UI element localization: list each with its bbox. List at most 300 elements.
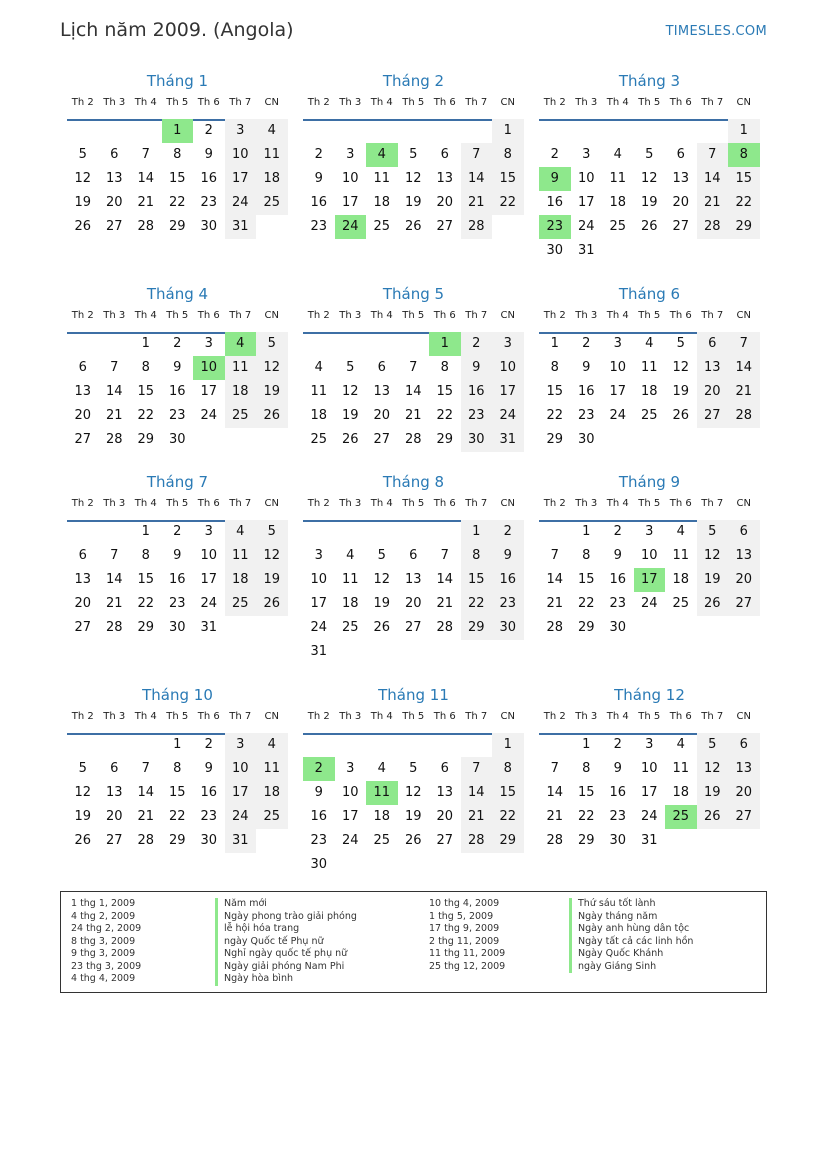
- day-cell: 17: [225, 781, 257, 805]
- day-cell: 15: [168, 171, 186, 186]
- weekday-label: Th 3: [103, 97, 126, 108]
- day-cell: 2: [204, 123, 213, 138]
- day-cell: 9: [173, 360, 182, 375]
- day-cell: 14: [137, 171, 155, 186]
- day-cell: 19: [672, 384, 690, 399]
- weekday-header: [303, 97, 524, 121]
- day-cell: 26: [373, 620, 391, 635]
- day-cell: 21: [546, 809, 564, 824]
- day-cell: 31: [640, 833, 658, 848]
- holiday-date: 8 thg 3, 2009: [71, 935, 136, 947]
- day-cell: 27: [728, 805, 760, 829]
- weekday-label: CN: [736, 97, 751, 108]
- day-cell: 6: [440, 761, 449, 776]
- weekday-label: Th 5: [638, 498, 661, 509]
- day-cell: 25: [373, 833, 391, 848]
- holiday-day-cell: 1: [429, 332, 461, 356]
- day-cell: 5: [256, 520, 288, 544]
- day-cell: 3: [613, 336, 622, 351]
- weekday-label: Th 6: [669, 97, 692, 108]
- day-cell: 20: [728, 781, 760, 805]
- day-cell: 17: [310, 596, 328, 611]
- weekday-label: Th 6: [197, 498, 220, 509]
- weekday-label: Th 3: [339, 711, 362, 722]
- day-cell: 14: [404, 384, 422, 399]
- holiday-day-cell: 4: [225, 332, 257, 356]
- day-cell: 29: [546, 432, 564, 447]
- day-cell: 20: [74, 596, 92, 611]
- day-cell: 14: [728, 356, 760, 380]
- day-cell: 8: [173, 761, 182, 776]
- weekday-label: Th 7: [465, 498, 488, 509]
- day-cell: 21: [461, 805, 493, 829]
- holiday-name: Ngày phong trào giải phóng: [215, 911, 357, 924]
- day-cell: 27: [373, 432, 391, 447]
- day-cell: 16: [168, 572, 186, 587]
- day-cell: 22: [137, 408, 155, 423]
- day-cell: 17: [200, 384, 218, 399]
- day-cell: 26: [404, 219, 422, 234]
- day-cell: 21: [546, 596, 564, 611]
- weekday-header: [539, 498, 760, 522]
- day-cell: 6: [440, 147, 449, 162]
- day-cell: 7: [550, 761, 559, 776]
- day-cell: 29: [436, 432, 454, 447]
- day-cell: 11: [310, 384, 328, 399]
- day-cell: 28: [105, 432, 123, 447]
- day-cell: 11: [256, 757, 288, 781]
- weekday-header: [67, 310, 288, 334]
- day-cell: 27: [105, 219, 123, 234]
- weekday-label: Th 5: [638, 711, 661, 722]
- day-cell: 11: [609, 171, 627, 186]
- day-cell: 7: [141, 761, 150, 776]
- day-cell: 5: [409, 761, 418, 776]
- weekday-label: Th 3: [575, 310, 598, 321]
- day-cell: 13: [697, 356, 729, 380]
- day-cell: 9: [613, 548, 622, 563]
- day-cell: 7: [461, 757, 493, 781]
- day-cell: 11: [256, 143, 288, 167]
- day-cell: 29: [137, 620, 155, 635]
- day-cell: 26: [74, 833, 92, 848]
- weekday-label: Th 6: [197, 97, 220, 108]
- day-cell: 6: [78, 548, 87, 563]
- day-cell: 25: [373, 219, 391, 234]
- holiday-date: 9 thg 3, 2009: [71, 948, 136, 959]
- day-cell: 31: [200, 620, 218, 635]
- day-cell: 30: [168, 620, 186, 635]
- month-name: Tháng 10: [142, 686, 213, 704]
- holiday-name: Ngày Quốc Khánh: [569, 948, 693, 961]
- day-cell: 3: [204, 524, 213, 539]
- day-cell: 20: [728, 568, 760, 592]
- day-cell: 29: [577, 833, 595, 848]
- day-cell: 28: [461, 215, 493, 239]
- holiday-date: 1 thg 5, 2009: [429, 910, 494, 922]
- weekday-label: Th 7: [701, 310, 724, 321]
- weekday-label: Th 6: [669, 310, 692, 321]
- day-cell: 11: [225, 544, 257, 568]
- day-cell: 30: [461, 428, 493, 452]
- day-cell: 10: [200, 548, 218, 563]
- day-cell: 14: [105, 572, 123, 587]
- day-cell: 19: [373, 596, 391, 611]
- day-cell: 30: [200, 833, 218, 848]
- holiday-name: Ngày giải phóng Nam Phi: [215, 961, 357, 974]
- day-cell: 2: [173, 336, 182, 351]
- legend-dates-col-1: [71, 898, 141, 986]
- day-cell: 25: [341, 620, 359, 635]
- weekday-label: Th 2: [307, 711, 330, 722]
- day-cell: 3: [204, 336, 213, 351]
- weekday-label: Th 7: [229, 498, 252, 509]
- day-cell: 21: [728, 380, 760, 404]
- day-cell: 1: [728, 119, 760, 143]
- day-cell: 27: [436, 833, 454, 848]
- day-cell: 7: [728, 332, 760, 356]
- holiday-name: Nghỉ ngày quốc tế phụ nữ: [215, 948, 357, 961]
- day-cell: 12: [256, 544, 288, 568]
- day-cell: 27: [74, 432, 92, 447]
- day-cell: 22: [168, 195, 186, 210]
- day-cell: 9: [314, 171, 323, 186]
- weekday-label: CN: [736, 498, 751, 509]
- day-cell: 4: [256, 733, 288, 757]
- day-cell: 1: [461, 520, 493, 544]
- day-cell: 30: [492, 616, 524, 640]
- day-cell: 5: [697, 520, 729, 544]
- holiday-name: ngày Quốc tế Phụ nữ: [215, 936, 357, 949]
- day-cell: 16: [461, 380, 493, 404]
- day-cell: 2: [461, 332, 493, 356]
- day-cell: 15: [168, 785, 186, 800]
- holiday-day-cell: 24: [335, 215, 367, 239]
- day-cell: 19: [341, 408, 359, 423]
- day-cell: 16: [577, 384, 595, 399]
- day-cell: 11: [341, 572, 359, 587]
- day-cell: 4: [613, 147, 622, 162]
- day-cell: 12: [404, 171, 422, 186]
- day-cell: 22: [546, 408, 564, 423]
- day-cell: 3: [582, 147, 591, 162]
- weekday-label: Th 2: [71, 498, 94, 509]
- day-cell: 3: [225, 119, 257, 143]
- holiday-date: 11 thg 11, 2009: [429, 948, 506, 959]
- day-cell: 26: [341, 432, 359, 447]
- weekday-label: Th 6: [433, 97, 456, 108]
- day-cell: 15: [577, 785, 595, 800]
- day-cell: 31: [492, 428, 524, 452]
- day-cell: 31: [577, 243, 595, 258]
- day-cell: 10: [341, 785, 359, 800]
- day-cell: 26: [256, 592, 288, 616]
- day-cell: 4: [256, 119, 288, 143]
- day-cell: 21: [137, 809, 155, 824]
- day-cell: 19: [697, 781, 729, 805]
- day-cell: 7: [409, 360, 418, 375]
- day-cell: 15: [492, 781, 524, 805]
- day-cell: 2: [550, 147, 559, 162]
- day-cell: 21: [105, 596, 123, 611]
- day-cell: 20: [74, 408, 92, 423]
- day-cell: 21: [697, 191, 729, 215]
- day-cell: 17: [640, 785, 658, 800]
- day-cell: 13: [105, 171, 123, 186]
- weekday-label: Th 2: [307, 97, 330, 108]
- day-cell: 5: [256, 332, 288, 356]
- weekday-label: Th 7: [229, 97, 252, 108]
- site-link[interactable]: TIMESLES.COM: [665, 24, 767, 39]
- day-cell: 15: [137, 572, 155, 587]
- day-cell: 19: [256, 380, 288, 404]
- day-cell: 28: [697, 215, 729, 239]
- month-name: Tháng 12: [614, 686, 685, 704]
- day-cell: 18: [672, 785, 690, 800]
- day-cell: 6: [728, 733, 760, 757]
- day-cell: 8: [582, 548, 591, 563]
- day-cell: 24: [225, 191, 257, 215]
- weekday-label: Th 2: [71, 711, 94, 722]
- day-cell: 28: [546, 833, 564, 848]
- day-cell: 12: [672, 360, 690, 375]
- day-cell: 6: [728, 520, 760, 544]
- day-cell: 9: [204, 147, 213, 162]
- day-cell: 9: [461, 356, 493, 380]
- day-cell: 12: [373, 572, 391, 587]
- day-cell: 3: [645, 737, 654, 752]
- day-cell: 26: [404, 833, 422, 848]
- day-cell: 25: [672, 596, 690, 611]
- weekday-label: Th 3: [575, 711, 598, 722]
- day-cell: 10: [225, 143, 257, 167]
- day-cell: 9: [173, 548, 182, 563]
- day-cell: 23: [609, 596, 627, 611]
- weekday-label: Th 3: [339, 97, 362, 108]
- day-cell: 16: [200, 171, 218, 186]
- day-cell: 15: [461, 568, 493, 592]
- holiday-date: 23 thg 3, 2009: [71, 960, 142, 972]
- day-cell: 14: [137, 785, 155, 800]
- day-cell: 30: [310, 857, 328, 872]
- day-cell: 22: [577, 809, 595, 824]
- weekday-label: Th 7: [229, 711, 252, 722]
- day-cell: 16: [546, 195, 564, 210]
- day-cell: 18: [225, 380, 257, 404]
- weekday-label: Th 4: [606, 310, 629, 321]
- day-cell: 28: [105, 620, 123, 635]
- day-cell: 22: [461, 592, 493, 616]
- day-cell: 24: [200, 596, 218, 611]
- day-cell: 1: [582, 524, 591, 539]
- day-cell: 4: [676, 524, 685, 539]
- day-cell: 9: [204, 761, 213, 776]
- day-cell: 18: [341, 596, 359, 611]
- holiday-date: 10 thg 4, 2009: [429, 898, 500, 909]
- day-cell: 30: [577, 432, 595, 447]
- day-cell: 19: [697, 568, 729, 592]
- day-cell: 28: [436, 620, 454, 635]
- day-cell: 3: [645, 524, 654, 539]
- weekday-label: Th 7: [229, 310, 252, 321]
- day-cell: 18: [640, 384, 658, 399]
- day-cell: 23: [168, 596, 186, 611]
- day-cell: 23: [200, 809, 218, 824]
- day-cell: 26: [256, 404, 288, 428]
- day-cell: 6: [409, 548, 418, 563]
- day-cell: 19: [640, 195, 658, 210]
- day-cell: 29: [492, 829, 524, 853]
- weekday-label: Th 5: [166, 498, 189, 509]
- legend-dates-col-2: [429, 898, 505, 973]
- weekday-label: Th 7: [465, 97, 488, 108]
- weekday-label: Th 4: [370, 498, 393, 509]
- holiday-day-cell: 10: [193, 356, 225, 380]
- weekday-label: Th 5: [166, 310, 189, 321]
- weekday-label: Th 6: [433, 711, 456, 722]
- day-cell: 4: [676, 737, 685, 752]
- day-cell: 19: [74, 809, 92, 824]
- day-cell: 1: [492, 733, 524, 757]
- day-cell: 7: [440, 548, 449, 563]
- day-cell: 12: [256, 356, 288, 380]
- weekday-header: [303, 310, 524, 334]
- day-cell: 17: [341, 195, 359, 210]
- day-cell: 5: [78, 147, 87, 162]
- day-cell: 6: [377, 360, 386, 375]
- day-cell: 1: [141, 336, 150, 351]
- day-cell: 28: [137, 219, 155, 234]
- day-cell: 26: [640, 219, 658, 234]
- day-cell: 27: [697, 404, 729, 428]
- legend-names-col-1: [215, 898, 357, 986]
- day-cell: 10: [341, 171, 359, 186]
- weekday-label: Th 3: [339, 498, 362, 509]
- holiday-day-cell: 4: [366, 143, 398, 167]
- day-cell: 2: [613, 737, 622, 752]
- month-name: Tháng 8: [382, 473, 445, 491]
- day-cell: 3: [492, 332, 524, 356]
- day-cell: 7: [141, 147, 150, 162]
- day-cell: 15: [436, 384, 454, 399]
- day-cell: 14: [546, 785, 564, 800]
- day-cell: 13: [672, 171, 690, 186]
- day-cell: 1: [550, 336, 559, 351]
- weekday-label: Th 7: [465, 711, 488, 722]
- page-title: Lịch năm 2009. (Angola): [60, 19, 294, 41]
- day-cell: 24: [640, 596, 658, 611]
- day-cell: 5: [346, 360, 355, 375]
- holiday-day-cell: 17: [634, 568, 666, 592]
- day-cell: 6: [78, 360, 87, 375]
- day-cell: 9: [613, 761, 622, 776]
- day-cell: 4: [346, 548, 355, 563]
- day-cell: 11: [373, 171, 391, 186]
- weekday-label: Th 5: [402, 498, 425, 509]
- weekday-label: CN: [264, 97, 279, 108]
- day-cell: 9: [492, 544, 524, 568]
- holiday-day-cell: 8: [728, 143, 760, 167]
- day-cell: 31: [225, 829, 257, 853]
- day-cell: 19: [256, 568, 288, 592]
- weekday-header: [303, 711, 524, 735]
- day-cell: 7: [110, 360, 119, 375]
- day-cell: 1: [582, 737, 591, 752]
- day-cell: 24: [225, 805, 257, 829]
- weekday-label: CN: [736, 310, 751, 321]
- weekday-label: Th 2: [71, 97, 94, 108]
- day-cell: 2: [492, 520, 524, 544]
- day-cell: 10: [577, 171, 595, 186]
- weekday-label: Th 4: [606, 97, 629, 108]
- day-cell: 14: [461, 781, 493, 805]
- weekday-label: Th 2: [307, 498, 330, 509]
- day-cell: 23: [168, 408, 186, 423]
- day-cell: 10: [492, 356, 524, 380]
- day-cell: 30: [168, 432, 186, 447]
- day-cell: 31: [310, 644, 328, 659]
- day-cell: 26: [74, 219, 92, 234]
- day-cell: 16: [168, 384, 186, 399]
- day-cell: 10: [640, 548, 658, 563]
- day-cell: 17: [341, 809, 359, 824]
- day-cell: 16: [609, 785, 627, 800]
- day-cell: 1: [492, 119, 524, 143]
- day-cell: 22: [577, 596, 595, 611]
- day-cell: 26: [697, 592, 729, 616]
- day-cell: 18: [373, 195, 391, 210]
- weekday-label: Th 5: [166, 711, 189, 722]
- day-cell: 8: [492, 757, 524, 781]
- weekday-header: [67, 711, 288, 735]
- weekday-label: Th 2: [543, 97, 566, 108]
- day-cell: 11: [672, 761, 690, 776]
- day-cell: 21: [461, 191, 493, 215]
- weekday-label: CN: [500, 711, 515, 722]
- weekday-label: Th 3: [103, 711, 126, 722]
- day-cell: 18: [310, 408, 328, 423]
- day-cell: 24: [577, 219, 595, 234]
- day-cell: 16: [310, 195, 328, 210]
- weekday-label: Th 5: [638, 310, 661, 321]
- day-cell: 21: [404, 408, 422, 423]
- day-cell: 8: [440, 360, 449, 375]
- month-name: Tháng 4: [146, 285, 209, 303]
- day-cell: 20: [697, 380, 729, 404]
- holiday-name: Ngày tất cả các linh hồn: [569, 936, 693, 949]
- day-cell: 13: [373, 384, 391, 399]
- day-cell: 13: [74, 572, 92, 587]
- day-cell: 6: [697, 332, 729, 356]
- day-cell: 13: [436, 171, 454, 186]
- day-cell: 16: [310, 809, 328, 824]
- day-cell: 16: [609, 572, 627, 587]
- day-cell: 25: [225, 404, 257, 428]
- holiday-date: 2 thg 11, 2009: [429, 935, 500, 947]
- day-cell: 27: [436, 219, 454, 234]
- day-cell: 5: [645, 147, 654, 162]
- weekday-label: Th 4: [370, 310, 393, 321]
- day-cell: 4: [225, 520, 257, 544]
- month-name: Tháng 6: [618, 285, 681, 303]
- day-cell: 4: [377, 761, 386, 776]
- day-cell: 3: [225, 733, 257, 757]
- day-cell: 20: [105, 809, 123, 824]
- day-cell: 18: [373, 809, 391, 824]
- day-cell: 7: [697, 143, 729, 167]
- day-cell: 29: [577, 620, 595, 635]
- day-cell: 5: [676, 336, 685, 351]
